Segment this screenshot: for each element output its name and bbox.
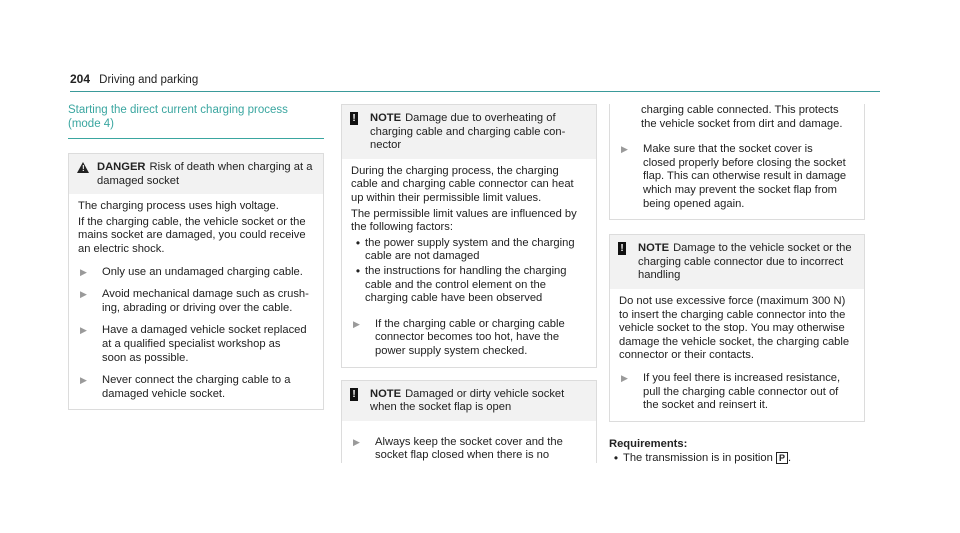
note-keyword: NOTE (370, 387, 402, 400)
note-header (342, 105, 596, 159)
column-1 (68, 104, 324, 410)
step-text-line: If the charging cable or charging cable (375, 317, 565, 330)
danger-paragraph-line: mains socket are damaged, you could receive (78, 229, 306, 242)
column-3 (609, 104, 865, 466)
note-head-line: handling (638, 269, 681, 282)
bullet-icon: • (355, 263, 361, 278)
step-text-line: damaged vehicle socket. (102, 387, 226, 400)
warning-triangle-icon: ! (77, 161, 97, 175)
bullet-item (351, 265, 587, 306)
section-title-line: Starting the direct current charging process (68, 104, 288, 116)
note-exclamation-icon: ! (350, 112, 370, 126)
continued-text-line: charging cable connected. This protects (641, 104, 839, 116)
step-text-line: socket flap closed when there is no (375, 449, 550, 462)
note-paragraph-line: the following factors: (351, 221, 453, 234)
note-head-line: Damage due to overheating of (405, 112, 556, 124)
note-box (609, 234, 865, 422)
page-header (70, 73, 880, 92)
step-arrow-icon: ▶ (80, 325, 87, 336)
note-box (341, 380, 597, 463)
note-head-line: when the socket flap is open (370, 401, 512, 414)
note-paragraph-line: During the charging process, the charging (351, 164, 559, 177)
instruction-step (619, 372, 855, 413)
note-exclamation-icon: ! (350, 388, 370, 402)
note-body (610, 289, 864, 421)
step-text-line: at a qualified specialist workshop as (102, 337, 281, 350)
note-header (342, 381, 596, 421)
step-arrow-icon: ▶ (80, 375, 87, 386)
bullet-text-line: cable are not damaged (365, 250, 480, 263)
bullet-text-line: cable and the control element on the (365, 278, 546, 291)
step-text-line: closed properly before closing the socket (643, 156, 846, 169)
note-head-line: Damaged or dirty vehicle socket (405, 387, 565, 400)
danger-head-line: Risk of death when charging at a (149, 161, 313, 173)
step-text-line: flap. This can otherwise result in damage (643, 170, 847, 183)
column-2 (341, 104, 597, 463)
danger-body (69, 194, 323, 409)
note-body (342, 421, 596, 463)
section-title (68, 104, 324, 139)
note-head-line: charging cable connector due to incorrect (638, 255, 844, 268)
step-text-line: Only use an undamaged charging cable. (102, 265, 303, 278)
note-paragraph-line: connector or their contacts. (619, 349, 754, 362)
danger-paragraph-line: an electric shock. (78, 242, 165, 255)
danger-header (69, 154, 323, 194)
note-paragraph-line: damage the vehicle socket, the charging cable (619, 335, 850, 348)
step-text-line: ing, abrading or driving over the cable. (102, 301, 293, 314)
danger-box (68, 153, 324, 410)
danger-paragraph-line: If the charging cable, the vehicle socket or the (78, 215, 306, 228)
step-text-line: power supply system checked. (375, 344, 528, 357)
gear-p-icon: P (776, 452, 788, 464)
step-arrow-icon: ▶ (80, 289, 87, 300)
section-title-line: (mode 4) (68, 117, 115, 130)
step-arrow-icon: ▶ (353, 436, 360, 447)
step-arrow-icon: ▶ (621, 372, 628, 383)
note-paragraph-line: up within their permissible limit values. (351, 191, 542, 204)
requirements (609, 438, 865, 466)
bullet-text-line: charging cable have been observed (365, 292, 543, 305)
note-paragraph-line: cable and charging cable connector can heat (351, 178, 574, 191)
page-number: 204 (70, 72, 91, 86)
note-paragraph-line: The permissible limit values are influenced by (351, 207, 577, 220)
step-arrow-icon: ▶ (621, 144, 628, 155)
note-continuation-box (609, 104, 865, 220)
step-text-line: Always keep the socket cover and the (375, 435, 563, 448)
instruction-step (78, 324, 314, 365)
note-keyword: NOTE (638, 242, 670, 255)
note-box (341, 104, 597, 368)
instruction-step (351, 436, 587, 463)
step-text-line: soon as possible. (102, 351, 189, 364)
continued-text-line: the vehicle socket from dirt and damage. (641, 117, 843, 130)
bullet-text-line: the instructions for handling the charging (365, 264, 567, 277)
instruction-step (351, 318, 587, 359)
note-head-line: nector (370, 139, 402, 152)
note-exclamation-icon: ! (618, 242, 638, 256)
note-head-line: Damage to the vehicle socket or the (673, 242, 852, 255)
step-text-line: Have a damaged vehicle socket replaced (102, 324, 307, 337)
step-text-line: If you feel there is increased resistance, (643, 371, 841, 384)
step-text-line: Never connect the charging cable to a (102, 374, 291, 387)
requirement-text: The transmission is in position (623, 452, 773, 465)
note-keyword: NOTE (370, 112, 402, 124)
step-text-line: the socket and reinsert it. (643, 399, 768, 412)
danger-head-line: damaged socket (97, 174, 180, 187)
step-arrow-icon: ▶ (353, 318, 360, 329)
step-text-line: connector becomes too hot, have the (375, 331, 560, 344)
instruction-step (78, 288, 314, 315)
requirement-period: . (787, 452, 792, 465)
step-text-line: which may prevent the socket flap from (643, 183, 838, 196)
bullet-text-line: the power supply system and the charging (365, 236, 575, 249)
page-section-title: Driving and parking (99, 74, 199, 86)
note-paragraph-line: to insert the charging cable connector into the (619, 308, 846, 321)
note-head-line: charging cable and charging cable con- (370, 125, 566, 138)
danger-keyword: DANGER (97, 161, 146, 173)
step-text-line: being opened again. (643, 197, 745, 210)
bullet-icon: • (613, 451, 619, 466)
requirement-item (609, 452, 865, 466)
danger-paragraph-line: The charging process uses high voltage. (78, 200, 279, 213)
step-text-line: Make sure that the socket cover is (643, 143, 813, 156)
step-arrow-icon: ▶ (80, 266, 87, 277)
instruction-step (78, 374, 314, 401)
instruction-step (78, 266, 314, 280)
instruction-step (619, 143, 855, 211)
bullet-item (351, 237, 587, 264)
step-text-line: Avoid mechanical damage such as crush- (102, 288, 309, 301)
note-paragraph-line: vehicle socket to the stop. You may otherwise (619, 322, 845, 335)
note-continuation-body (610, 104, 864, 219)
step-text-line: pull the charging cable connector out of (643, 385, 839, 398)
note-header (610, 235, 864, 289)
note-paragraph-line: Do not use excessive force (maximum 300 N) (619, 294, 846, 307)
note-body (342, 159, 596, 367)
requirements-heading: Requirements: (609, 437, 688, 450)
bullet-icon: • (355, 235, 361, 250)
